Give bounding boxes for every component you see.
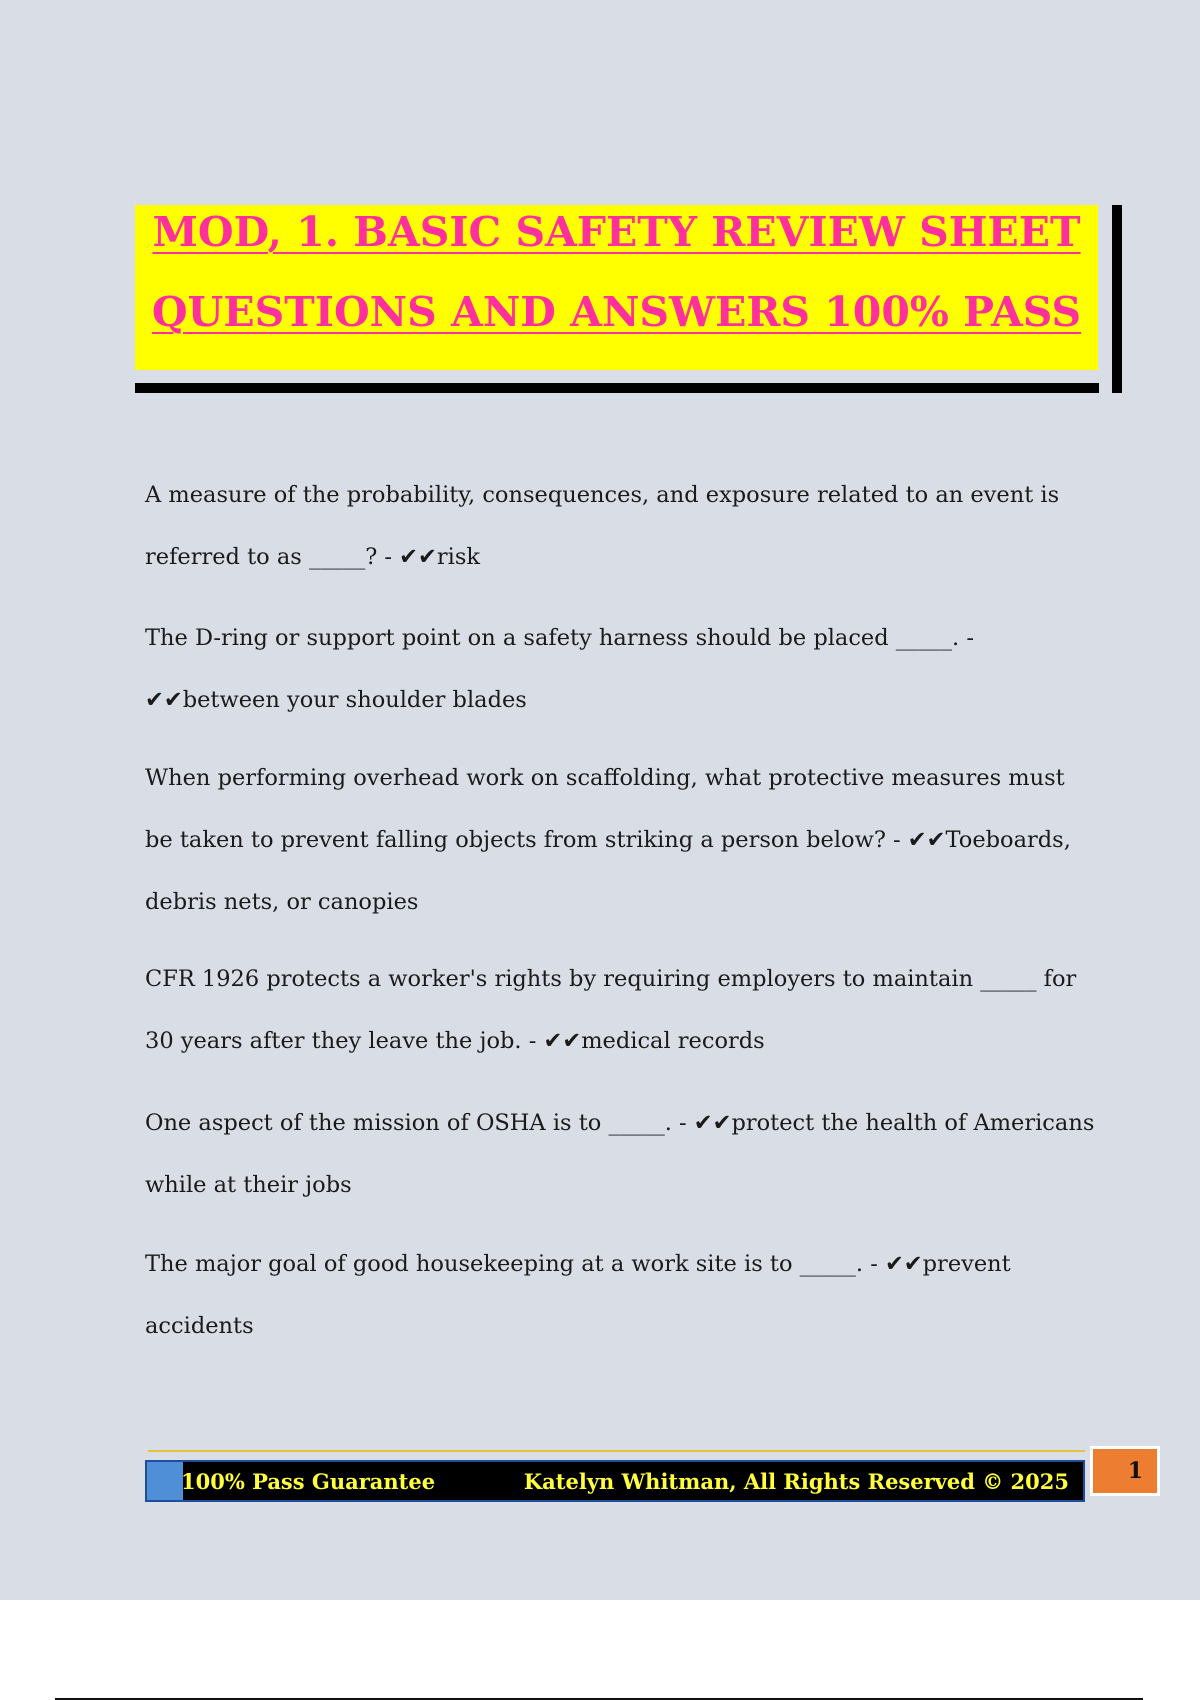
title-shadow-right [1112, 205, 1122, 393]
title-line-1: MOD, 1. BASIC SAFETY REVIEW SHEET [152, 208, 1081, 256]
title-line-2: QUESTIONS AND ANSWERS 100% PASS [151, 288, 1082, 336]
qa-item-2: The D-ring or support point on a safety harness should be placed _____. - ✔✔between your shoulder blades [145, 625, 974, 713]
qa-item-1: A measure of the probability, consequences, and exposure related to an event is referred to as _____? - ✔✔risk [145, 482, 1060, 570]
qa-item-6: The major goal of good housekeeping at a work site is to _____. - ✔✔prevent accidents [145, 1251, 1011, 1339]
footer-bar [145, 1460, 1085, 1502]
footer-blue-accent [147, 1462, 183, 1500]
page-number: 1 [1090, 1446, 1160, 1496]
qa-item-4: CFR 1926 protects a worker's rights by requiring employers to maintain _____ for 30 years after they leave the job. - ✔✔medical records [145, 966, 1077, 1054]
footer-guarantee-text: 100% Pass Guarantee [181, 1469, 436, 1494]
qa-item-3: When performing overhead work on scaffolding, what protective measures must be taken to prevent falling objects from striking a person below? - ✔✔Toeboards, debris nets, or canopies [145, 765, 1071, 915]
title-shadow-bottom [135, 383, 1099, 393]
qa-item-5: One aspect of the mission of OSHA is to _____. - ✔✔protect the health of Americans while at their jobs [145, 1110, 1095, 1198]
footer-gold-rule [148, 1450, 1085, 1452]
footer-copyright-text: Katelyn Whitman, All Rights Reserved © 2025 [523, 1469, 1069, 1494]
